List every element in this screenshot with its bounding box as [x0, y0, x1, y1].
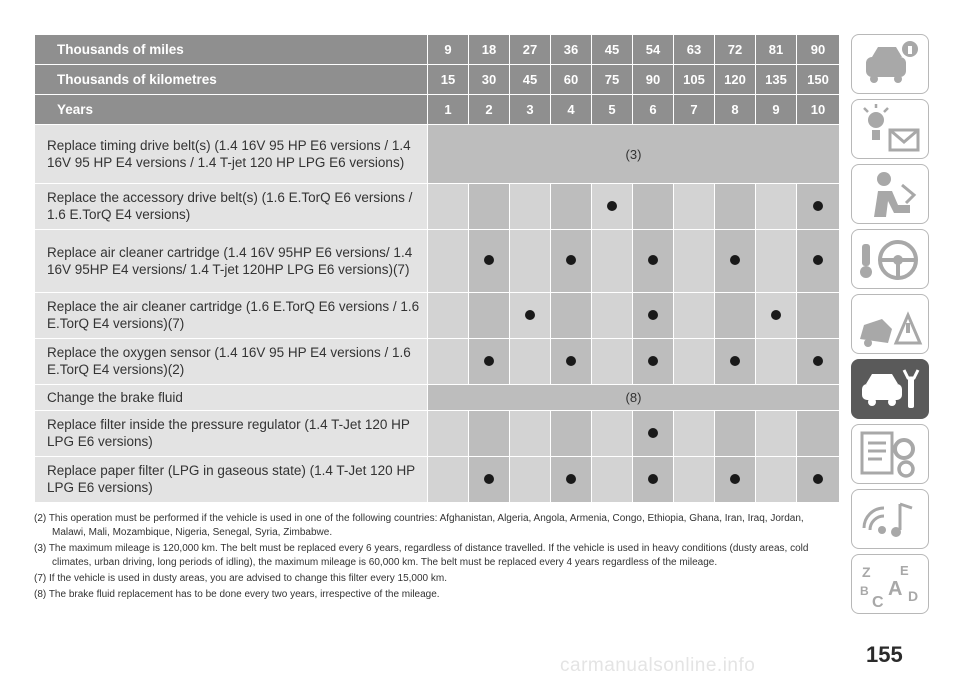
- header-row: [35, 95, 840, 125]
- sidebar-tab[interactable]: [851, 489, 929, 549]
- interval-cell: [797, 293, 840, 339]
- interval-cell: [469, 184, 510, 230]
- interval-cell: [797, 339, 840, 385]
- sidebar-tab[interactable]: [851, 424, 929, 484]
- operation-row: [35, 230, 840, 293]
- interval-cell: [674, 457, 715, 503]
- interval-cell: [510, 411, 551, 457]
- service-dot: [813, 474, 823, 484]
- service-dot: [813, 201, 823, 211]
- header-value: 45: [510, 65, 551, 95]
- operation-row: [35, 293, 840, 339]
- interval-cell: [674, 293, 715, 339]
- interval-cell: [592, 411, 633, 457]
- svg-text:D: D: [908, 588, 919, 604]
- header-label: Years: [35, 95, 428, 125]
- interval-cell: [715, 184, 756, 230]
- sidebar-tab[interactable]: [851, 164, 929, 224]
- interval-cell: [592, 339, 633, 385]
- footnote: (3) The maximum mileage is 120,000 km. The belt must be replaced every 6 years, regardless of distance travelled. If the vehicle is used in heavy conditions (dusty areas, cold climates, urban driving, long periods of idling), the maximum mileage is 60,000 km. The belt must be replaced every 4 years regardless of the mileage.: [34, 543, 809, 568]
- header-row: [35, 65, 840, 95]
- header-label: Thousands of miles: [35, 35, 428, 65]
- header-value: 120: [715, 65, 756, 95]
- header-value: 75: [592, 65, 633, 95]
- interval-cell: [797, 411, 840, 457]
- interval-cell: [428, 411, 469, 457]
- header-label: Thousands of kilometres: [35, 65, 428, 95]
- header-value: 18: [469, 35, 510, 65]
- interval-cell: [469, 339, 510, 385]
- header-value: 60: [551, 65, 592, 95]
- interval-cell: [551, 339, 592, 385]
- operation-label: Change the brake fluid: [35, 385, 428, 411]
- operation-label: Replace the oxygen sensor (1.4 16V 95 HP E4 versions / 1.6 E.TorQ E4 versions)(2): [35, 339, 428, 385]
- header-value: 1: [428, 95, 469, 125]
- interval-cell: [592, 184, 633, 230]
- interval-cell: [756, 184, 797, 230]
- interval-cell: [592, 457, 633, 503]
- interval-cell: [469, 230, 510, 293]
- interval-cell: [756, 411, 797, 457]
- header-value: 105: [674, 65, 715, 95]
- operation-row: [35, 411, 840, 457]
- operation-row: [35, 339, 840, 385]
- operation-label: Replace paper filter (LPG in gaseous state) (1.4 T-Jet 120 HP LPG E6 versions): [35, 457, 428, 503]
- operation-label: Replace air cleaner cartridge (1.4 16V 95HP E6 versions/ 1.4 16V 95HP E4 versions/ 1.4 T-jet 120HP LPG E6 versions)(7): [35, 230, 428, 293]
- interval-cell: [551, 411, 592, 457]
- svg-text:C: C: [872, 594, 884, 611]
- operation-label: Replace timing drive belt(s) (1.4 16V 95 HP E6 versions / 1.4 16V 95 HP E4 versions / 1.4 T-jet 120 HP LPG E6 versions): [35, 125, 428, 184]
- sidebar-tab[interactable]: [851, 229, 929, 289]
- interval-cell: [633, 293, 674, 339]
- operation-label: Replace the air cleaner cartridge (1.6 E.TorQ E6 versions / 1.6 E.TorQ E4 versions)(7): [35, 293, 428, 339]
- sidebar-tab[interactable]: [851, 34, 929, 94]
- chapter-sidebar: [851, 34, 929, 619]
- service-dot: [648, 255, 658, 265]
- service-dot: [730, 255, 740, 265]
- header-value: 135: [756, 65, 797, 95]
- interval-cell: [715, 457, 756, 503]
- sidebar-tab[interactable]: [851, 99, 929, 159]
- interval-cell: [428, 457, 469, 503]
- interval-cell: [633, 230, 674, 293]
- header-value: 2: [469, 95, 510, 125]
- interval-cell: [469, 457, 510, 503]
- service-dot: [525, 310, 535, 320]
- interval-cell: [756, 230, 797, 293]
- service-dot: [648, 310, 658, 320]
- operation-row: [35, 184, 840, 230]
- header-value: 54: [633, 35, 674, 65]
- interval-cell: [633, 411, 674, 457]
- interval-cell: [674, 411, 715, 457]
- interval-cell: [428, 293, 469, 339]
- header-row: [35, 35, 840, 65]
- footnotes: [34, 512, 839, 604]
- header-value: 5: [592, 95, 633, 125]
- sidebar-tab[interactable]: [851, 554, 929, 614]
- interval-cell: [551, 184, 592, 230]
- watermark: carmanualsonline.info: [560, 655, 756, 676]
- header-value: 10: [797, 95, 840, 125]
- header-value: 9: [756, 95, 797, 125]
- interval-cell: [551, 293, 592, 339]
- header-value: 72: [715, 35, 756, 65]
- interval-cell: [510, 339, 551, 385]
- footnote: (7) If the vehicle is used in dusty areas, you are advised to change this filter every 15,000 km.: [34, 573, 447, 584]
- interval-cell: [797, 230, 840, 293]
- interval-cell: [551, 230, 592, 293]
- service-dot: [566, 356, 576, 366]
- interval-cell: [592, 293, 633, 339]
- svg-text:A: A: [888, 578, 903, 600]
- interval-cell: [633, 339, 674, 385]
- service-dot: [566, 474, 576, 484]
- header-value: 3: [510, 95, 551, 125]
- interval-cell: [469, 293, 510, 339]
- header-value: 6: [633, 95, 674, 125]
- interval-cell: [715, 230, 756, 293]
- header-value: 4: [551, 95, 592, 125]
- service-dot: [607, 201, 617, 211]
- header-value: 15: [428, 65, 469, 95]
- interval-cell: [510, 184, 551, 230]
- interval-cell: [756, 293, 797, 339]
- interval-cell: [633, 457, 674, 503]
- service-dot: [730, 474, 740, 484]
- header-value: 45: [592, 35, 633, 65]
- interval-cell: [674, 184, 715, 230]
- interval-cell: [715, 411, 756, 457]
- sidebar-tab[interactable]: [851, 294, 929, 354]
- interval-cell: [510, 230, 551, 293]
- sidebar-tab[interactable]: [851, 359, 929, 419]
- interval-cell: [592, 230, 633, 293]
- service-dot: [648, 356, 658, 366]
- interval-cell: [674, 230, 715, 293]
- service-dot: [813, 356, 823, 366]
- interval-cell: [797, 184, 840, 230]
- service-dot: [648, 428, 658, 438]
- service-dot: [566, 255, 576, 265]
- header-value: 90: [797, 35, 840, 65]
- operation-label: Replace the accessory drive belt(s) (1.6 E.TorQ E6 versions / 1.6 E.TorQ E4 versions): [35, 184, 428, 230]
- interval-cell: [674, 339, 715, 385]
- operation-row: [35, 457, 840, 503]
- interval-cell: [551, 457, 592, 503]
- service-dot: [730, 356, 740, 366]
- interval-cell: [715, 293, 756, 339]
- page-number: 155: [866, 642, 903, 667]
- interval-cell: [756, 339, 797, 385]
- header-value: 150: [797, 65, 840, 95]
- service-dot: [484, 255, 494, 265]
- svg-text:B: B: [860, 584, 869, 598]
- service-dot: [813, 255, 823, 265]
- service-dot: [648, 474, 658, 484]
- header-value: 30: [469, 65, 510, 95]
- footnote: (8) The brake fluid replacement has to be done every two years, irrespective of the mileage.: [34, 589, 440, 600]
- interval-cell: [797, 457, 840, 503]
- svg-text:E: E: [900, 563, 909, 578]
- svg-text:Z: Z: [862, 564, 871, 580]
- interval-cell: [469, 411, 510, 457]
- service-dot: [771, 310, 781, 320]
- interval-cell: [428, 184, 469, 230]
- operation-row: [35, 125, 840, 184]
- interval-note: (3): [428, 125, 840, 184]
- interval-note: (8): [428, 385, 840, 411]
- operation-label: Replace filter inside the pressure regulator (1.4 T-Jet 120 HP LPG E6 versions): [35, 411, 428, 457]
- header-value: 9: [428, 35, 469, 65]
- interval-cell: [756, 457, 797, 503]
- interval-cell: [633, 184, 674, 230]
- interval-cell: [428, 339, 469, 385]
- interval-cell: [428, 230, 469, 293]
- service-dot: [484, 356, 494, 366]
- header-value: 27: [510, 35, 551, 65]
- interval-cell: [715, 339, 756, 385]
- header-value: 81: [756, 35, 797, 65]
- header-value: 7: [674, 95, 715, 125]
- header-value: 63: [674, 35, 715, 65]
- footnote: (2) This operation must be performed if the vehicle is used in one of the following countries: Afghanistan, Algeria, Angola, Armenia, Congo, Ethiopia, Ghana, Iran, Iraq, Jordan, Malawi, Mali, Mozambique, Nigeria, Senegal, Syria, Zimbabwe.: [34, 513, 804, 538]
- header-value: 90: [633, 65, 674, 95]
- operation-row: [35, 385, 840, 411]
- service-dot: [484, 474, 494, 484]
- header-value: 8: [715, 95, 756, 125]
- header-value: 36: [551, 35, 592, 65]
- interval-cell: [510, 457, 551, 503]
- maintenance-schedule-table: [34, 34, 840, 503]
- interval-cell: [510, 293, 551, 339]
